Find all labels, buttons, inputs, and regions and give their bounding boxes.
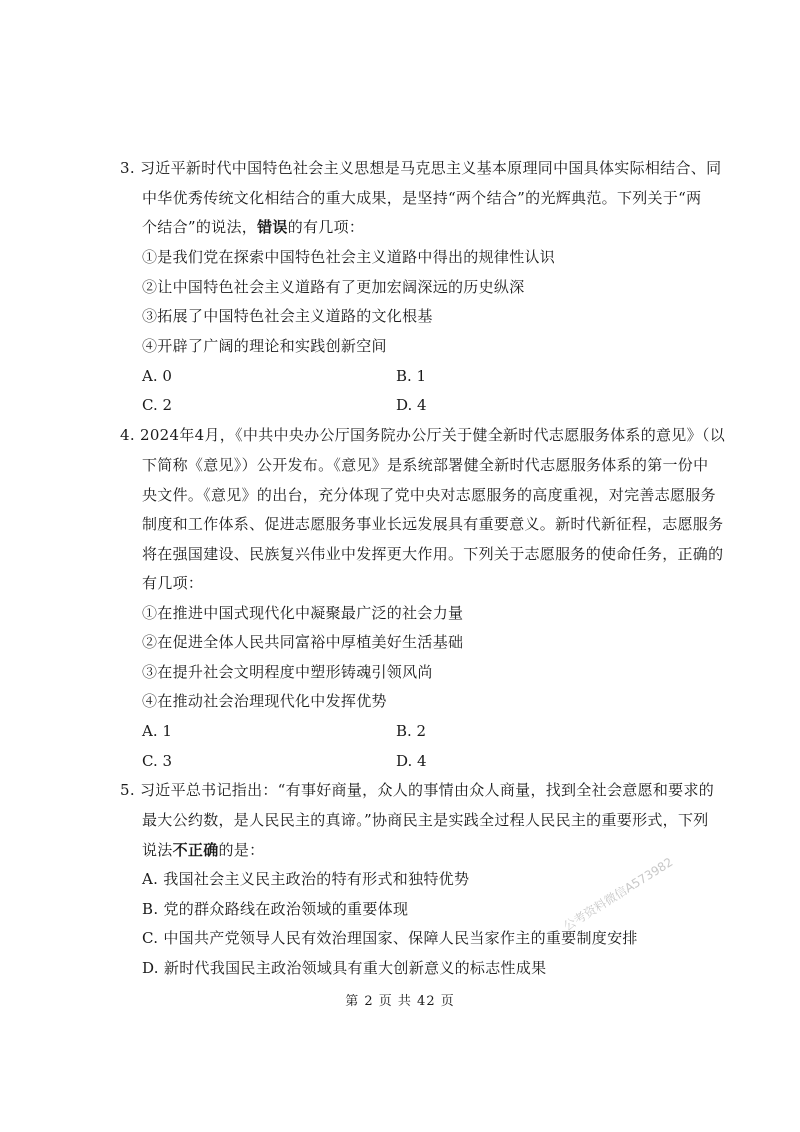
q5-emphasis: 不正确: [172, 841, 219, 859]
q3-stem-text: 个结合”的说法，: [142, 218, 258, 236]
q3-emphasis: 错误: [257, 218, 288, 236]
q4-stem-line-5: 将在强国建设、民族复兴伟业中发挥更大作用。下列关于志愿服务的使命任务，正确的: [142, 545, 724, 563]
q3-option-b[interactable]: B. 1: [396, 367, 427, 385]
q5-stem-line-3: [142, 840, 264, 860]
q5-option-a[interactable]: A. 我国社会主义民主政治的特有形式和独特优势: [142, 870, 470, 888]
q4-item-2: ②在促进全体人民共同富裕中厚植美好生活基础: [142, 633, 464, 651]
q3-item-2: ②让中国特色社会主义道路有了更加宏阔深远的历史纵深: [142, 278, 525, 296]
q3-option-d[interactable]: D. 4: [396, 396, 427, 414]
q3-stem-line-2: 中华优秀传统文化相结合的重大成果，是坚持“两个结合”的光辉典范。下列关于“两: [142, 189, 702, 207]
q5-stem-text-end: 的是：: [218, 841, 265, 859]
q4-option-c[interactable]: C. 3: [142, 752, 173, 770]
q3-item-3: ③拓展了中国特色社会主义道路的文化根基: [142, 307, 433, 325]
q5-stem-text: 说法: [142, 841, 173, 859]
q3-stem-line-3: [142, 217, 364, 237]
q4-stem-line-3: 央文件。《意见》的出台，充分体现了党中央对志愿服务的高度重视，对完善志愿服务: [142, 486, 716, 504]
q4-item-3: ③在提升社会文明程度中塑形铸魂引领风尚: [142, 663, 433, 681]
q4-option-b[interactable]: B. 2: [396, 722, 427, 740]
q4-option-d[interactable]: D. 4: [396, 752, 427, 770]
q4-stem-line-6: 有几项：: [142, 574, 204, 592]
q4-stem-line-4: 制度和工作体系、促进志愿服务事业长远发展具有重要意义。新时代新征程，志愿服务: [142, 515, 724, 533]
q4-stem-line-2: 下简称《意见》）公开发布。《意见》是系统部署健全新时代志愿服务体系的第一份中: [142, 456, 709, 474]
q3-item-1: ①是我们党在探索中国特色社会主义道路中得出的规律性认识: [142, 248, 556, 266]
q5-stem-line-1: 5. 习近平总书记指出：“有事好商量，众人的事情由众人商量，找到全社会意愿和要求的: [120, 781, 715, 799]
q3-stem-line-1: 3. 习近平新时代中国特色社会主义思想是马克思主义基本原理同中国具体实际相结合、同: [120, 159, 722, 177]
q4-item-4: ④在推动社会治理现代化中发挥优势: [142, 692, 387, 710]
q3-item-4: ④开辟了广阔的理论和实践创新空间: [142, 337, 387, 355]
q3-option-c[interactable]: C. 2: [142, 396, 173, 414]
q4-option-a[interactable]: A. 1: [142, 722, 172, 740]
q5-stem-line-2: 最大公约数，是人民民主的真谛。”协商民主是实践全过程人民民主的重要形式，下列: [142, 811, 709, 829]
q4-item-1: ①在推进中国式现代化中凝聚最广泛的社会力量: [142, 604, 464, 622]
q4-stem-line-1: 4. 2024年4月，《中共中央办公厅国务院办公厅关于健全新时代志愿服务体系的意见》（以: [120, 426, 726, 444]
page-number: 第 2 页 共 42 页: [345, 994, 455, 1009]
q3-option-a[interactable]: A. 0: [142, 367, 172, 385]
q5-option-b[interactable]: B. 党的群众路线在政治领域的重要体现: [142, 900, 409, 918]
q3-stem-text-end: 的有几项：: [287, 218, 365, 236]
q5-option-c[interactable]: C. 中国共产党领导人民有效治理国家、保障人民当家作主的重要制度安排: [142, 929, 638, 947]
watermark: 公考资料微信A573982: [561, 854, 676, 934]
q5-option-d[interactable]: D. 新时代我国民主政治领域具有重大创新意义的标志性成果: [142, 959, 547, 977]
